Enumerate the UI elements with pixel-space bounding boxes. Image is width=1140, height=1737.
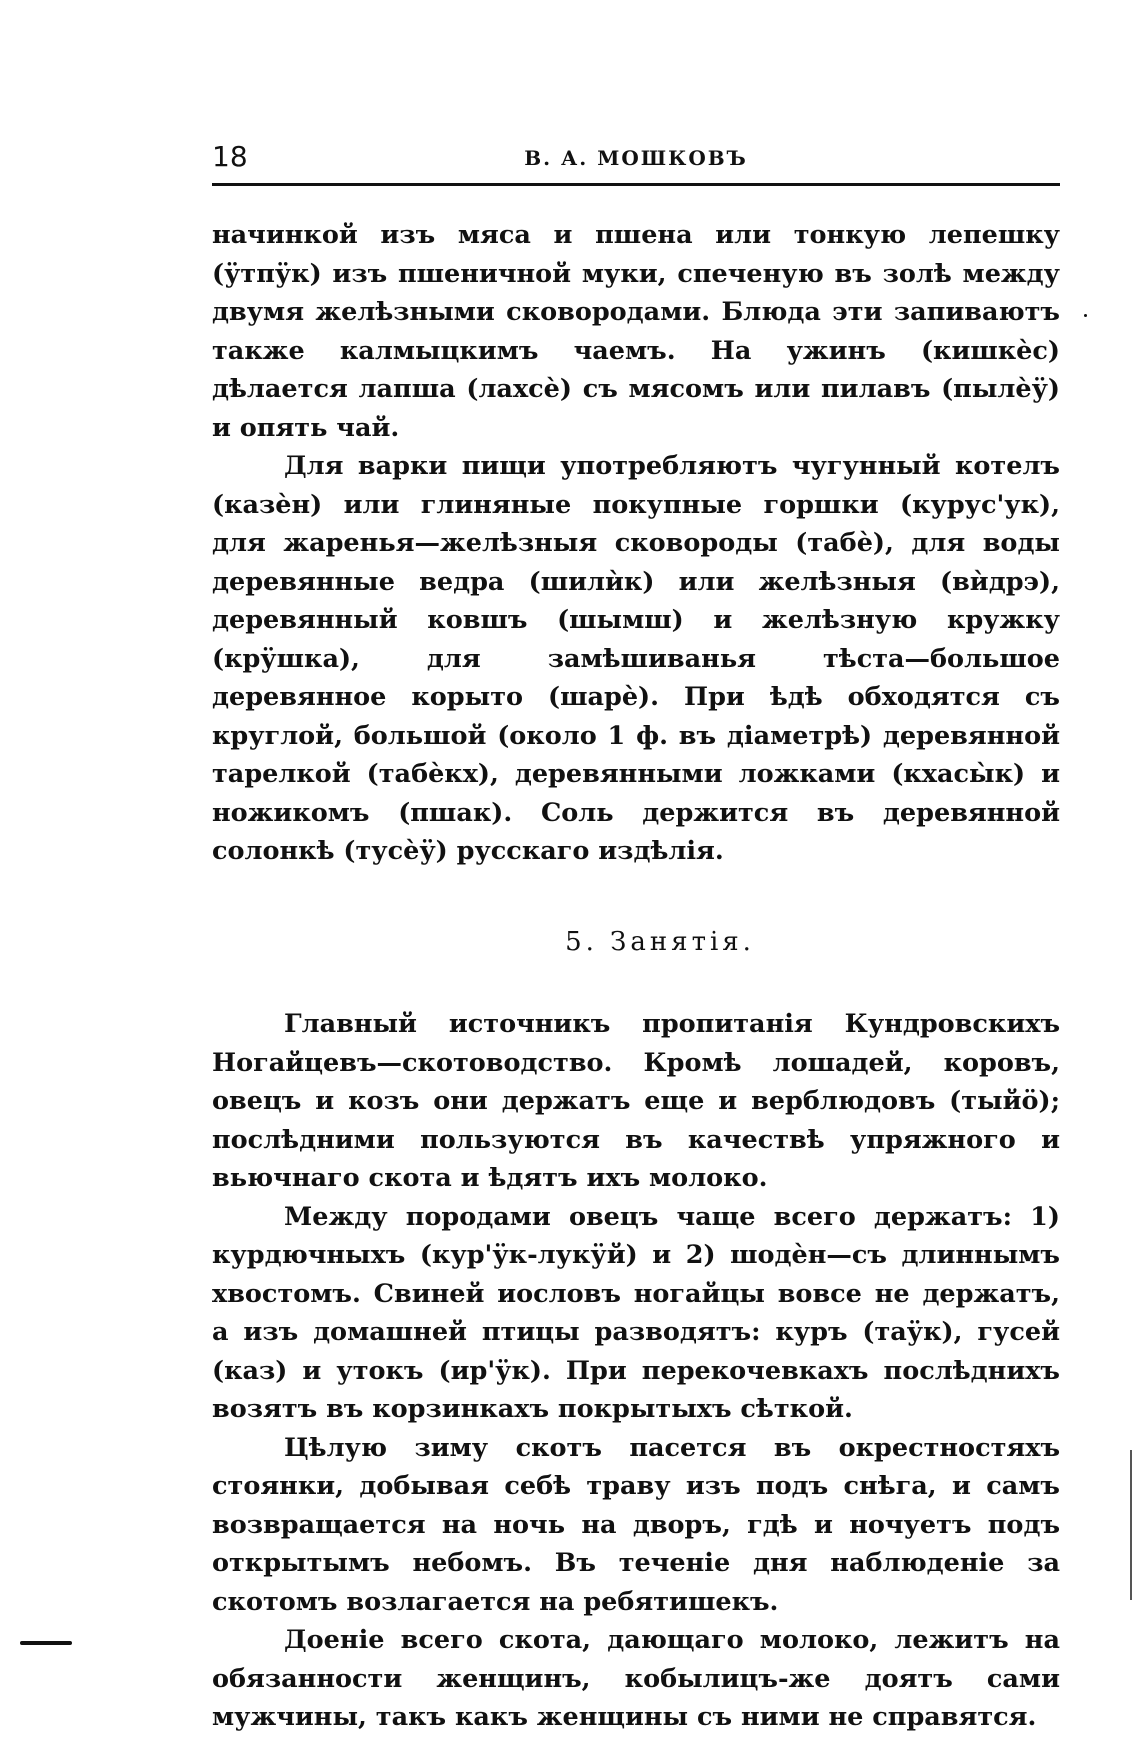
page-number: 18	[212, 140, 248, 173]
paragraph-livestock: Главный источникъ пропитанія Кундровскихъ Ногайцевъ—скотоводство. Кромѣ лошадей, коровъ, овецъ и козъ они держатъ еще и верблюдовъ (тыйӧ); послѣдними пользуются въ качествѣ упряжного и вьючнаго скота и ѣдятъ ихъ молоко.	[212, 1009, 1060, 1193]
page-body	[212, 216, 1060, 1737]
section-heading: 5. Занятія.	[565, 926, 755, 957]
paragraph-milking: Доеніе всего скота, дающаго молоко, лежитъ на обязанности женщинъ, кобылицъ-же доятъ сами мужчины, такъ какъ женщины съ ними не справятся.	[212, 1625, 1060, 1732]
scan-edge-right	[1130, 1450, 1132, 1600]
header-rule	[212, 183, 1060, 186]
paragraph-winter-grazing: Цѣлую зиму скотъ пасется въ окрестностяхъ стоянки, добывая себѣ траву изъ подъ снѣга, и самъ возвращается на ночь на дворъ, гдѣ и ночуетъ подъ открытымъ небомъ. Въ теченіе дня наблюденіе за скотомъ возлагается на ребятишекъ.	[212, 1432, 1060, 1617]
page-header	[212, 140, 1060, 180]
scan-speck	[1084, 314, 1087, 317]
running-head: В. А. МОШКОВЪ	[524, 146, 748, 170]
paragraph-sheep-breeds: Между породами овецъ чаще всего держатъ: 1) курдючныхъ (кур'ӱк-лукӱй) и 2) шодѐн—съ длиннымъ хвостомъ. Свиней иословъ ногайцы вовсе не держатъ, а изъ домашней птицы разводятъ: куръ (таӱк), гусей (каз) и утокъ (ир'ӱк). При перекочевкахъ послѣднихъ возятъ въ корзинкахъ покрытыхъ сѣткой.	[212, 1201, 1060, 1424]
scan-mark-bottom-left	[20, 1641, 72, 1645]
paragraph-cooking-utensils: Для варки пищи употребляютъ чугунный котелъ (казѐн) или глиняные покупные горшки (курус'ук), для жаренья—желѣзныя сковороды (табѐ), для воды деревянные ведра (шилѝк) или желѣзныя (вѝдрэ), деревянный ковшъ (шымш) и желѣзную кружку (крӱшка), для замѣшиванья тѣста—большое деревянное корыто (шарѐ). При ѣдѣ обходятся съ круглой, большой (около 1 ф. въ діаметрѣ) деревянной тарелкой (табѐкх), деревянными ложками (кхасы̀к) и ножикомъ (пшак). Соль держится въ деревянной солонкѣ (тусѐӱ) русскаго издѣлія.	[212, 451, 1060, 866]
paragraph-continued: начинкой изъ мяса и пшена или тонкую лепешку (ӱтпӱк) изъ пшеничной муки, спеченую въ золѣ между двумя желѣзными сковородами. Блюда эти запиваютъ также калмыцкимъ чаемъ. На ужинъ (кишкѐс) дѣлается лапша (лахсѐ) съ мясомъ или пилавъ (пылѐӱ) и опять чай.	[212, 220, 1060, 443]
